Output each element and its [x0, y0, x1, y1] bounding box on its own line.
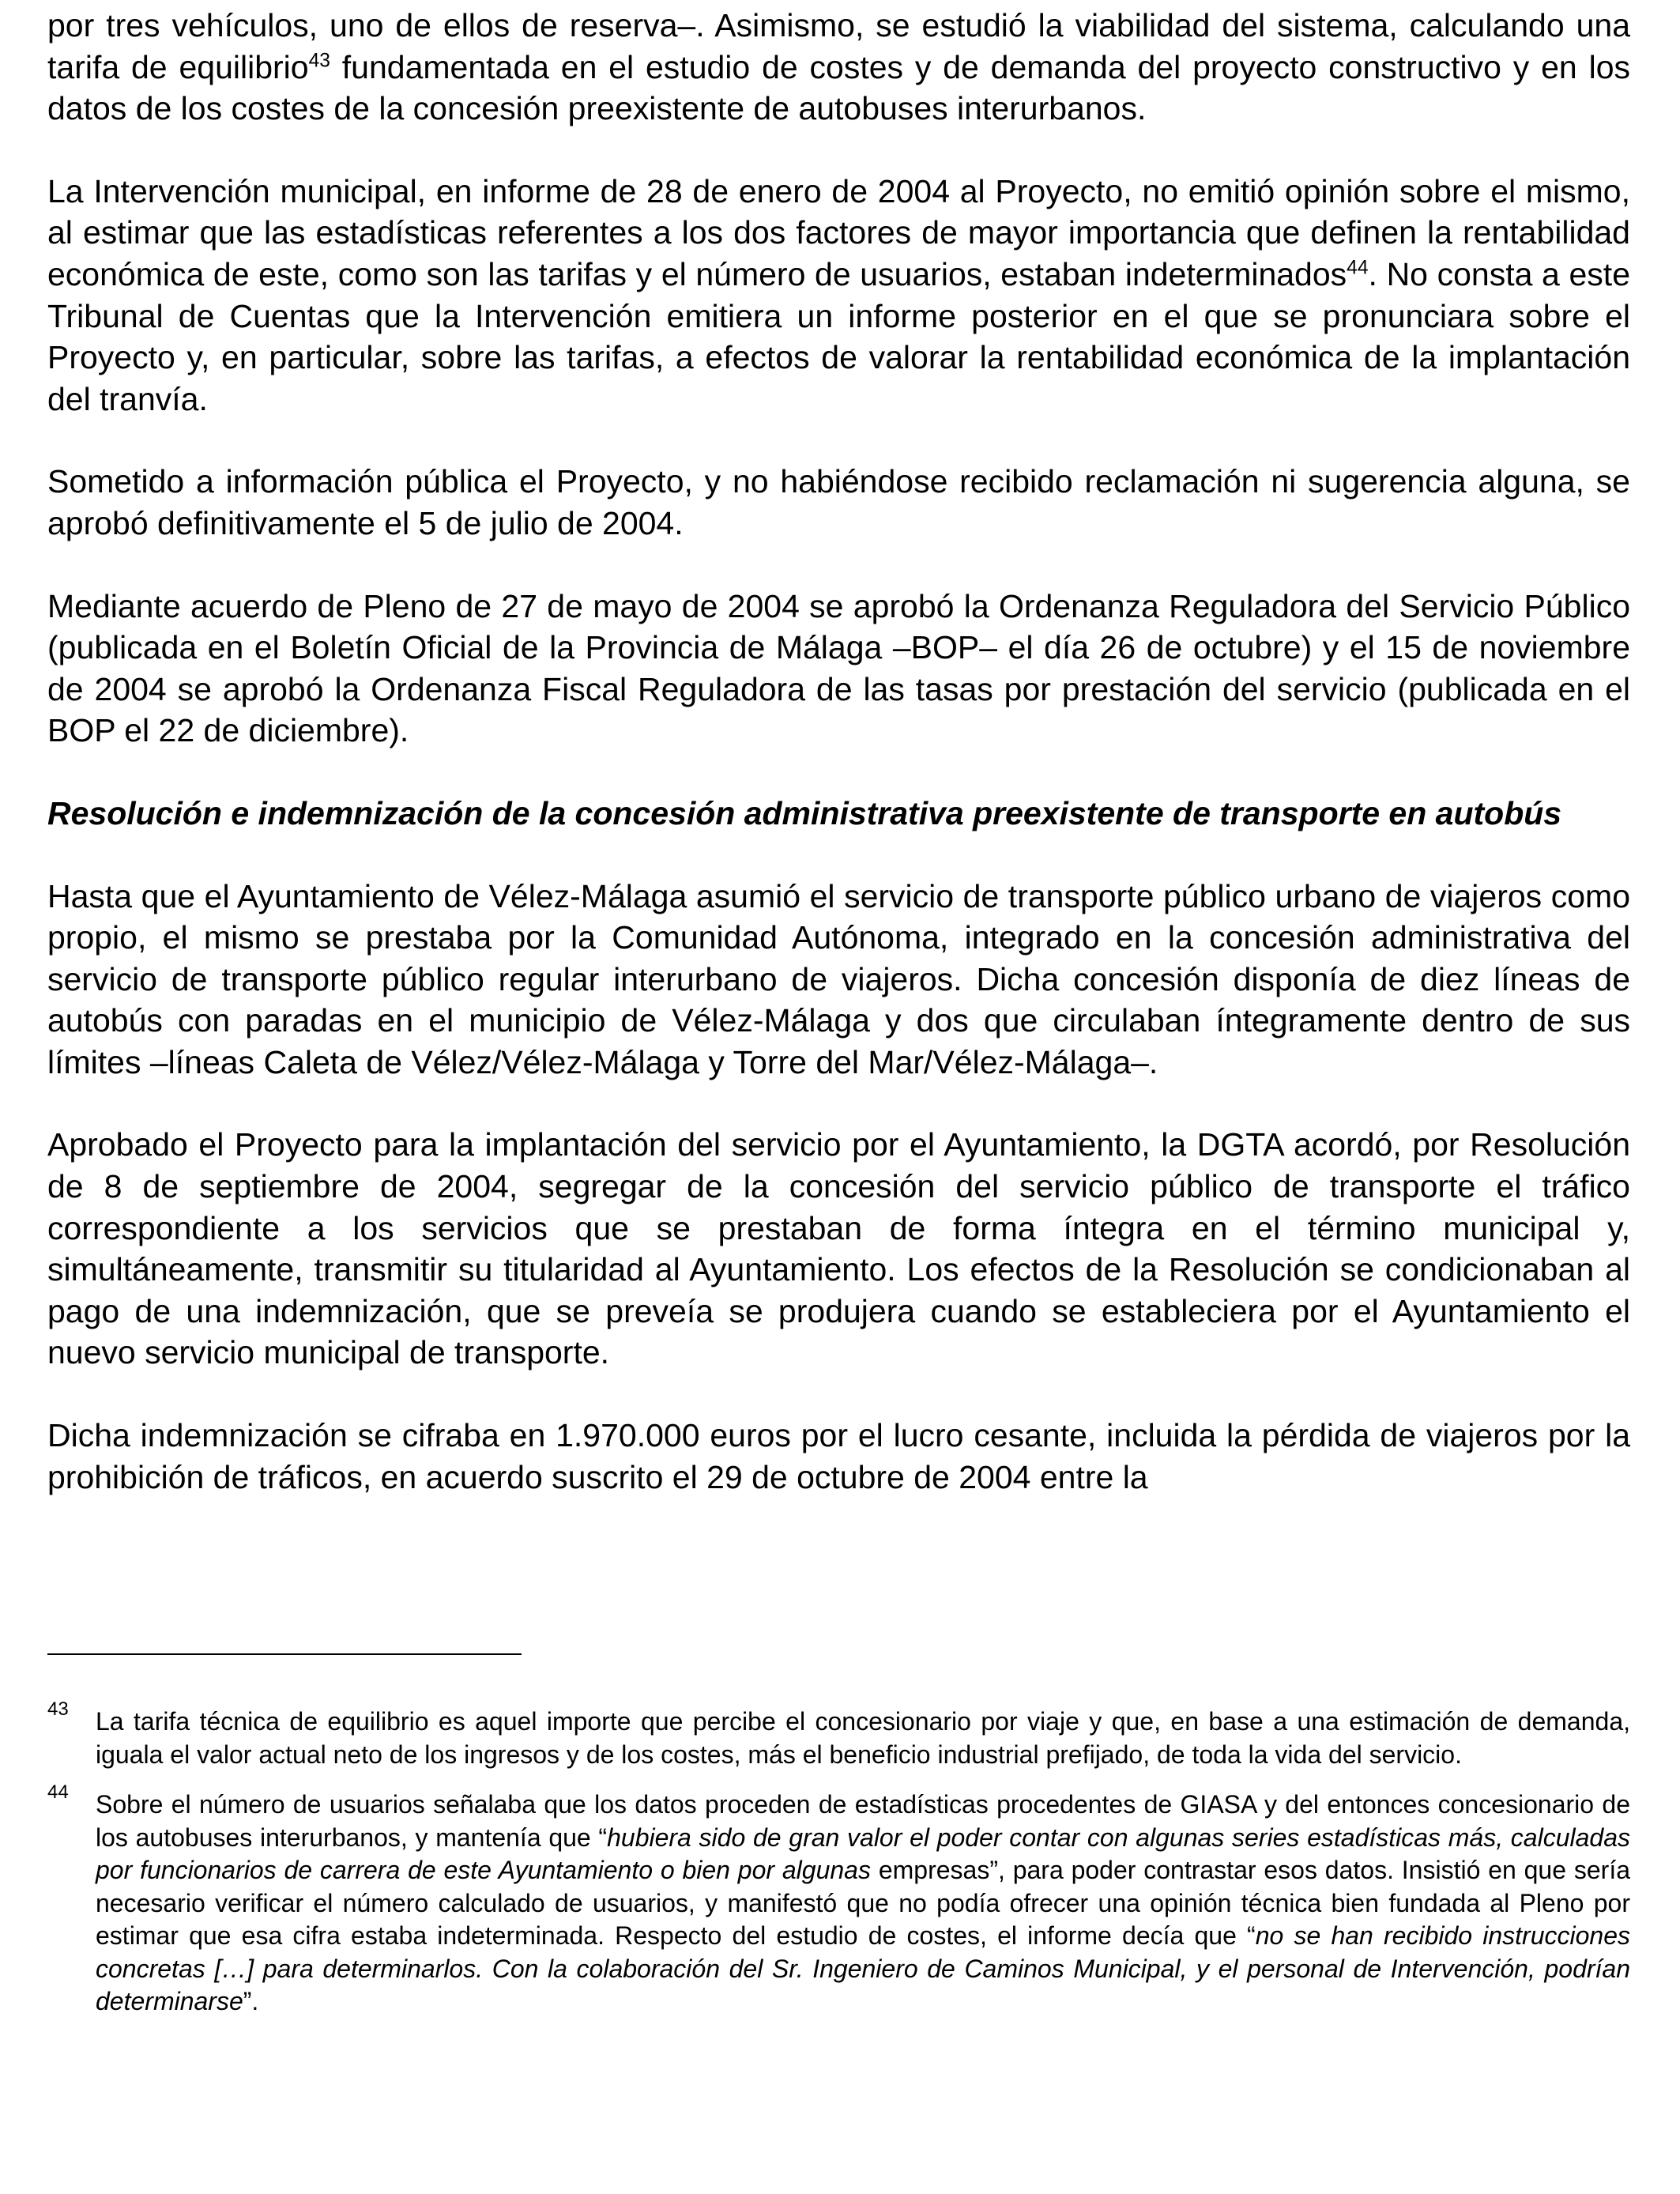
- paragraph-text: fundamentada en el estudio de costes y de demanda del proyecto constructivo y en los datos de los costes de la concesión preexistente de autobuses interurbanos.: [47, 48, 1630, 127]
- footnote-43: [47, 1698, 1630, 1771]
- footnote-ref-44[interactable]: 44: [1347, 257, 1369, 279]
- footnote-quote: no se han recibido instrucciones concretas […] para determinarlos. Con la colaboración del Sr. Ingeniero de Caminos Municipal, y el personal de Intervención, podrían determinarse: [96, 1921, 1631, 2015]
- footnote-separator: [47, 1653, 522, 1655]
- paragraph-municipal-intervention: [47, 171, 1630, 420]
- paragraph-text: . No consta a este Tribunal de Cuentas que la Intervención emitiera un informe posterior en el que se pronunciara sobre el Proyecto y, en particular, sobre las tarifas, a efectos de valorar la rentabilidad económica de la implantación del tranvía.: [47, 255, 1630, 417]
- paragraph-text: La Intervención municipal, en informe de 28 de enero de 2004 al Proyecto, no emitió opinión sobre el mismo, al estimar que las estadísticas referentes a los dos factores de mayor importancia que definen la rentabilidad económica de este, como son las tarifas y el número de usuarios, estaban indeterminados: [47, 172, 1630, 292]
- footnote-text: La tarifa técnica de equilibrio es aquel importe que percibe el concesionario por viaje y que, en base a una estimación de demanda, iguala el valor actual neto de los ingresos y de los costes, más el beneficio industrial prefijado, de toda la vida del servicio.: [96, 1707, 1630, 1769]
- paragraph-tariff-equilibrium: [47, 5, 1630, 130]
- footnote-number: 43: [47, 1698, 69, 1720]
- footnote-44: [47, 1781, 1631, 2019]
- section-heading: Resolución e indemnización de la concesión administrativa preexistente de transporte en autobús: [47, 794, 1562, 831]
- paragraph-text: por tres vehículos, uno de ellos de reserva–. Asimismo, se estudió la viabilidad del sistema, calculando una tarifa de equilibrio: [47, 7, 1630, 85]
- footnote-text: Sobre el número de usuarios señalaba que los datos proceden de estadísticas procedentes de GIASA y del entonces concesionario de los autobuses interurbanos, y mantenía que “: [96, 1790, 1630, 1852]
- paragraph-ordinances: Mediante acuerdo de Pleno de 27 de mayo de 2004 se aprobó la Ordenanza Reguladora del Servicio Público (publicada en el Boletín Oficial de la Provincia de Málaga –BOP– el día 26 de octubre) y el 15 de noviembre de 2004 se aprobó la Ordenanza Fiscal Reguladora de las tasas por prestación del servicio (publicada en el BOP el 22 de diciembre).: [47, 587, 1630, 749]
- paragraph-bus-concession: Hasta que el Ayuntamiento de Vélez-Málaga asumió el servicio de transporte público urbano de viajeros como propio, el mismo se prestaba por la Comunidad Autónoma, integrado en la concesión administrativa del servicio de transporte público regular interurbano de viajeros. Dicha concesión disponía de diez líneas de autobús con paradas en el municipio de Vélez-Málaga y dos que circulaban íntegramente dentro de sus límites –líneas Caleta de Vélez/Vélez-Málaga y Torre del Mar/Vélez-Málaga–.: [47, 877, 1630, 1080]
- paragraph-public-information: Sometido a información pública el Proyecto, y no habiéndose recibido reclamación ni sugerencia alguna, se aprobó definitivamente el 5 de julio de 2004.: [47, 463, 1630, 541]
- footnote-text: ”.: [243, 1987, 259, 2015]
- footnotes: [47, 1698, 1631, 2036]
- paragraph-indemnification: Dicha indemnización se cifraba en 1.970.000 euros por el lucro cesante, incluida la pérdida de viajeros por la prohibición de tráficos, en acuerdo suscrito el 29 de octubre de 2004 entre la: [47, 1417, 1630, 1495]
- footnote-ref-43[interactable]: 43: [308, 49, 330, 71]
- paragraph-dgta-resolution: Aprobado el Proyecto para la implantación del servicio por el Ayuntamiento, la DGTA acordó, por Resolución de 8 de septiembre de 2004, segregar de la concesión del servicio público de transporte el tráfico correspondiente a los servicios que se prestaban de forma íntegra en el término municipal y, simultáneamente, transmitir su titularidad al Ayuntamiento. Los efectos de la Resolución se condicionaban al pago de una indemnización, que se preveía se produjera cuando se estableciera por el Ayuntamiento el nuevo servicio municipal de transporte.: [47, 1126, 1630, 1371]
- footnote-number: 44: [47, 1781, 69, 1803]
- document-page: [47, 5, 1630, 1498]
- footnote-text: empresas”, para poder contrastar esos datos. Insistió en que sería necesario verificar el número calculado de usuarios, y manifestó que no podía ofrecer una opinión técnica bien fundada al Pleno por estimar que esa cifra estaba indeterminada. Respecto del estudio de costes, el informe decía que “: [96, 1856, 1631, 1950]
- footnote-quote: hubiera sido de gran valor el poder contar con algunas series estadísticas más, calculadas por funcionarios de carrera de este Ayuntamiento o bien por algunas: [96, 1823, 1631, 1884]
